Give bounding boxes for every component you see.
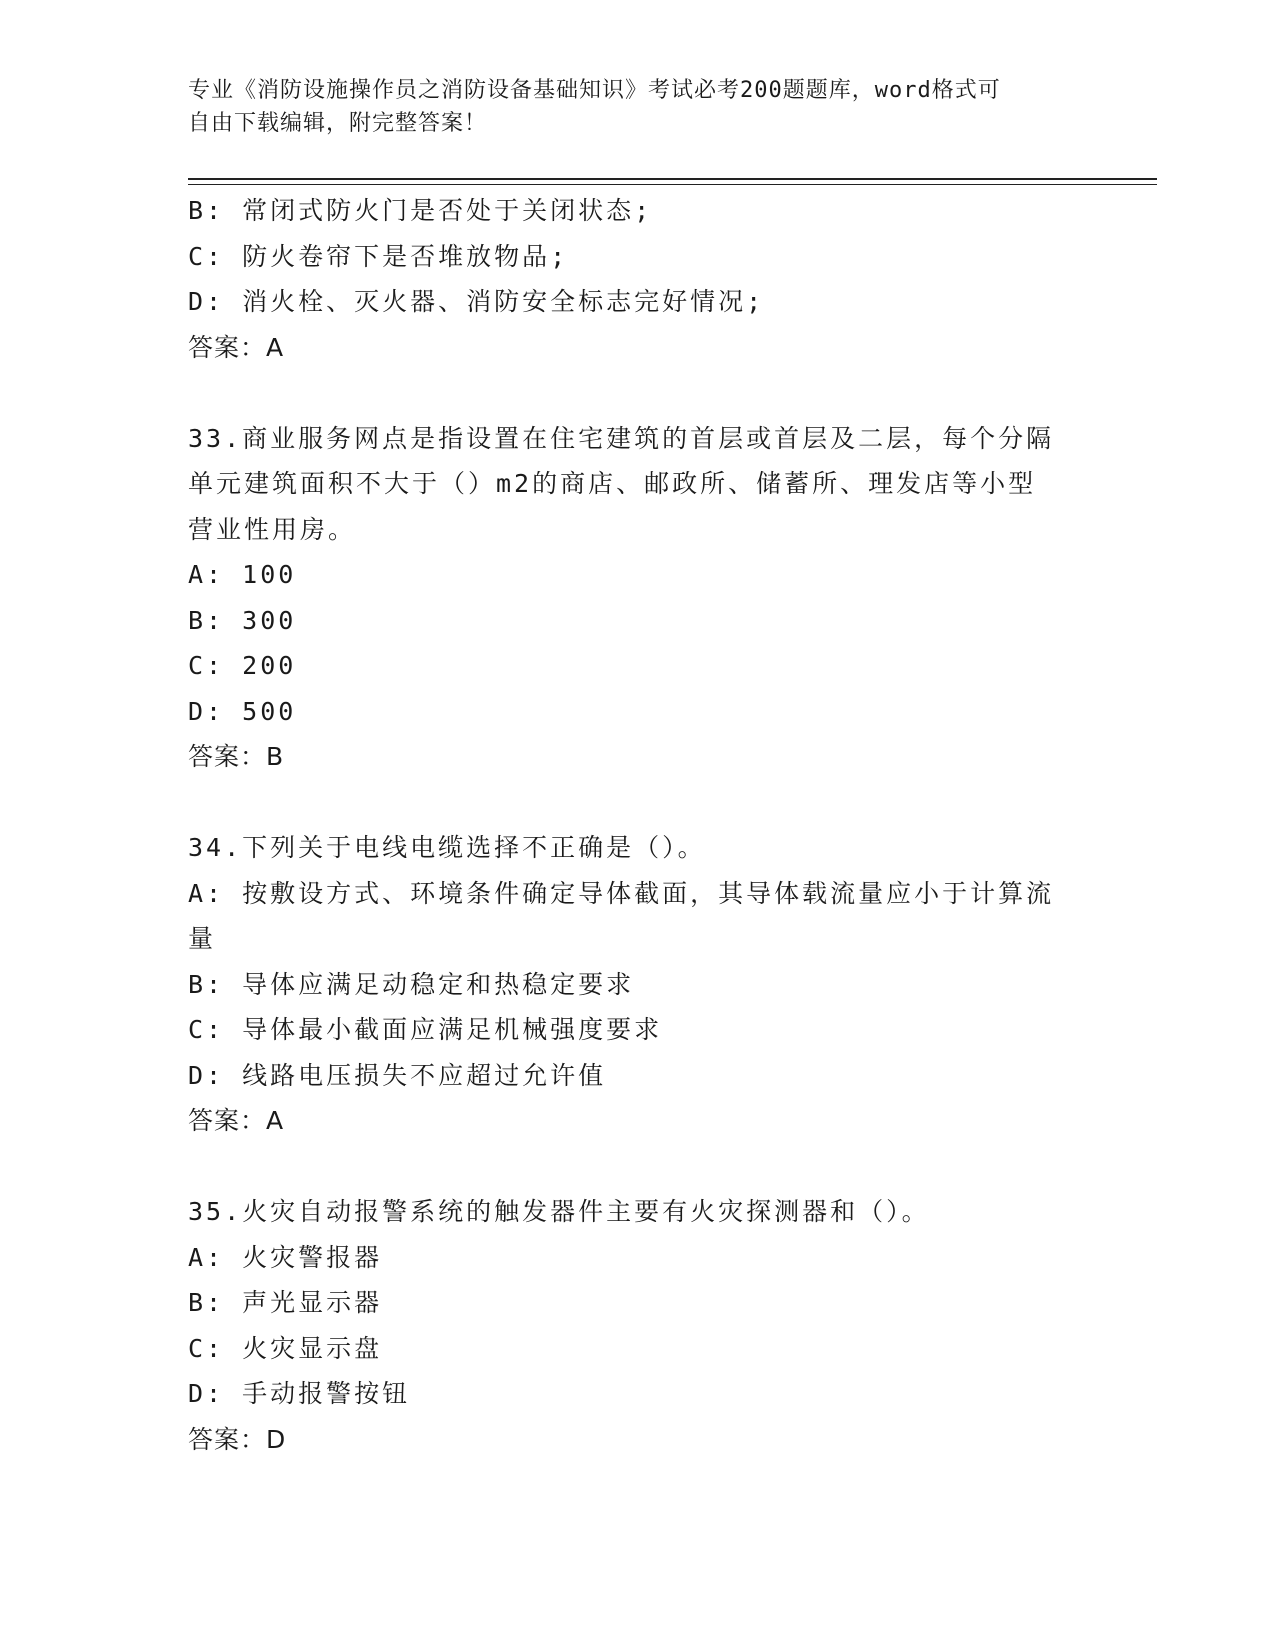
- question-stem-line: 营业性用房。: [188, 514, 357, 544]
- question-stem-line: 33.商业服务网点是指设置在住宅建筑的首层或首层及二层，每个分隔: [188, 423, 1055, 453]
- spacer: [188, 1144, 1088, 1190]
- option-a: A: 火灾警报器: [188, 1242, 383, 1272]
- question-33: [188, 416, 1088, 780]
- option-b: B: 300: [188, 605, 297, 635]
- header-line-2: 自由下载编辑，附完整答案！: [188, 111, 488, 136]
- question-stem-line: 35.火灾自动报警系统的触发器件主要有火灾探测器和（）。: [188, 1197, 930, 1226]
- option-b: B: 导体应满足动稳定和热稳定要求: [188, 969, 635, 999]
- option-a-continued: 量: [188, 924, 217, 953]
- option-d: D: 线路电压损失不应超过允许值: [188, 1060, 607, 1090]
- spacer: [188, 370, 1088, 416]
- answer-line: 答案：A: [188, 1106, 285, 1135]
- question-34: [188, 825, 1088, 1144]
- question-35: [188, 1189, 1088, 1462]
- question-stem-line: 34.下列关于电线电缆选择不正确是（）。: [188, 833, 706, 862]
- header-divider-thick: [188, 178, 1157, 180]
- option-c: C: 200: [188, 651, 297, 680]
- answer-line: 答案：B: [188, 742, 285, 771]
- option-d: D: 手动报警按钮: [188, 1379, 411, 1408]
- answer-line: 答案：A: [188, 332, 285, 362]
- option-c: C: 防火卷帘下是否堆放物品;: [188, 241, 569, 271]
- answer-line: 答案：D: [188, 1424, 287, 1454]
- option-b: B: 声光显示器: [188, 1288, 383, 1317]
- option-c: C: 火灾显示盘: [188, 1333, 383, 1363]
- question-list: [188, 188, 1088, 1462]
- option-a: A: 100: [188, 560, 297, 589]
- option-d: D: 500: [188, 696, 297, 726]
- option-c: C: 导体最小截面应满足机械强度要求: [188, 1015, 663, 1044]
- question-32-continued: [188, 188, 1088, 370]
- option-a: A: 按敷设方式、环境条件确定导体截面，其导体载流量应小于计算流: [188, 878, 1055, 908]
- option-b: B: 常闭式防火门是否处于关闭状态;: [188, 196, 653, 225]
- spacer: [188, 780, 1088, 826]
- header-divider-thin: [188, 184, 1157, 185]
- document-header: [188, 74, 1088, 140]
- header-line-1: 专业《消防设施操作员之消防设备基础知识》考试必考200题题库，word格式可: [188, 78, 1001, 103]
- option-d: D: 消火栓、灭火器、消防安全标志完好情况;: [188, 287, 765, 316]
- question-stem-line: 单元建筑面积不大于（）m2的商店、邮政所、储蓄所、理发店等小型: [188, 469, 1037, 498]
